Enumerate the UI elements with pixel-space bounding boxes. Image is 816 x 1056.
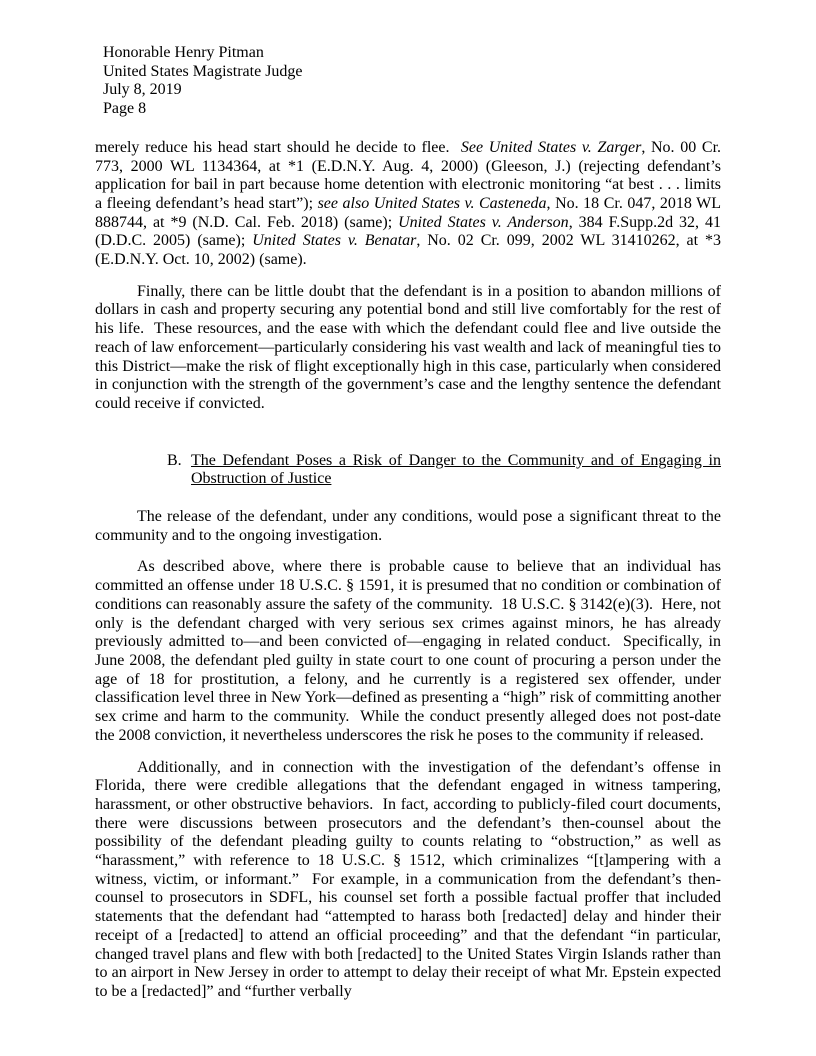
header-recipient-name: Honorable Henry Pitman — [103, 44, 264, 61]
header-date: July 8, 2019 — [103, 81, 182, 99]
section-heading-label: B. — [167, 451, 182, 469]
header-page-number: Page 8 — [103, 100, 147, 118]
section-heading-title: The Defendant Poses a Risk of Danger to the Community and of Engaging in Obstruction of Justice — [191, 451, 721, 488]
paragraph-release-threat: The release of the defendant, under any conditions, would pose a significant threat to the community and to the ongoing investigation. — [95, 508, 721, 544]
letter-header — [103, 44, 721, 119]
paragraph-case-citations: merely reduce his head start should he decide to flee. See United States v. Zarger, No. 00 Cr. 773, 2000 WL 1134364, at *1 (E.D.N.Y. Aug. 4, 2000) (Gleeson, J.) (rejecting defendant’s application for bail in part because home detention with electronic monitoring “at best . . . limits a fleeing defendant’s head start”); see also United States v. Casteneda, No. 18 Cr. 047, 2018 WL 888744, at *9 (N.D. Cal. Feb. 2018) (same); United States v. Anderson, 384 F.Supp.2d 32, 41 (D.D.C. 2005) (same); United States v. Benatar, No. 02 Cr. 099, 2002 WL 31410262, at *3 (E.D.N.Y. Oct. 10, 2002) (same). — [95, 138, 722, 269]
paragraph-flight-risk: Finally, there can be little doubt that the defendant is in a position to abandon millions of dollars in cash and property securing any potential bond and still live comfortably for the rest of his life. These resources, and the ease with which the defendant could flee and live outside the reach of law enforcement—particularly considering his vast wealth and lack of meaningful ties to this District—make the risk of flight exceptionally high in this case, particularly when considered in conjunction with the strength of the government’s case and the lengthy sentence the defendant could receive if convicted. — [95, 282, 721, 412]
paragraph-obstruction-allegations: Additionally, and in connection with the investigation of the defendant’s offense in Florida, there were credible allegations that the defendant engaged in witness tampering, harassment, or other obstructive behaviors. In fact, according to publicly-filed court documents, there were discussions between prosecutors and the defendant’s then-counsel about the possibility of the defendant pleading guilty to counts relating to “obstruction,” as well as “harassment,” with reference to 18 U.S.C. § 1512, which criminalizes “[t]ampering with a witness, victim, or informant.” For example, in a communication from the defendant’s then-counsel to prosecutors in SDFL, his counsel set forth a possible factual proffer that included statements that the defendant had “attempted to harass both [redacted] delay and hinder their receipt of a [redacted] to attend an official proceeding” and that the defendant “in particular, changed travel plans and flew with both [redacted] to the United States Virgin Islands rather than to an airport in New Jersey in order to attempt to delay their receipt of what Mr. Epstein expected to be a [redacted]” and “further verbally — [95, 758, 721, 1000]
section-heading-b — [167, 451, 721, 489]
header-recipient-title: United States Magistrate Judge — [103, 62, 303, 80]
paragraph-danger-presumption: As described above, where there is probable cause to believe that an individual has committed an offense under 18 U.S.C. § 1591, it is presumed that no condition or combination of conditions can reasonably assure the safety of the community. 18 U.S.C. § 3142(e)(3). Here, not only is the defendant charged with very serious sex crimes against minors, he has already previously admitted to—and been convicted of—engaging in related conduct. Specifically, in June 2008, the defendant pled guilty in state court to one count of procuring a person under the age of 18 for prostitution, a felony, and he currently is a registered sex offender, under classification level three in New York—defined as presenting a “high” risk of committing another sex crime and harm to the community. While the conduct presently alleged does not post-date the 2008 conviction, it nevertheless underscores the risk he poses to the community if released. — [95, 558, 721, 744]
